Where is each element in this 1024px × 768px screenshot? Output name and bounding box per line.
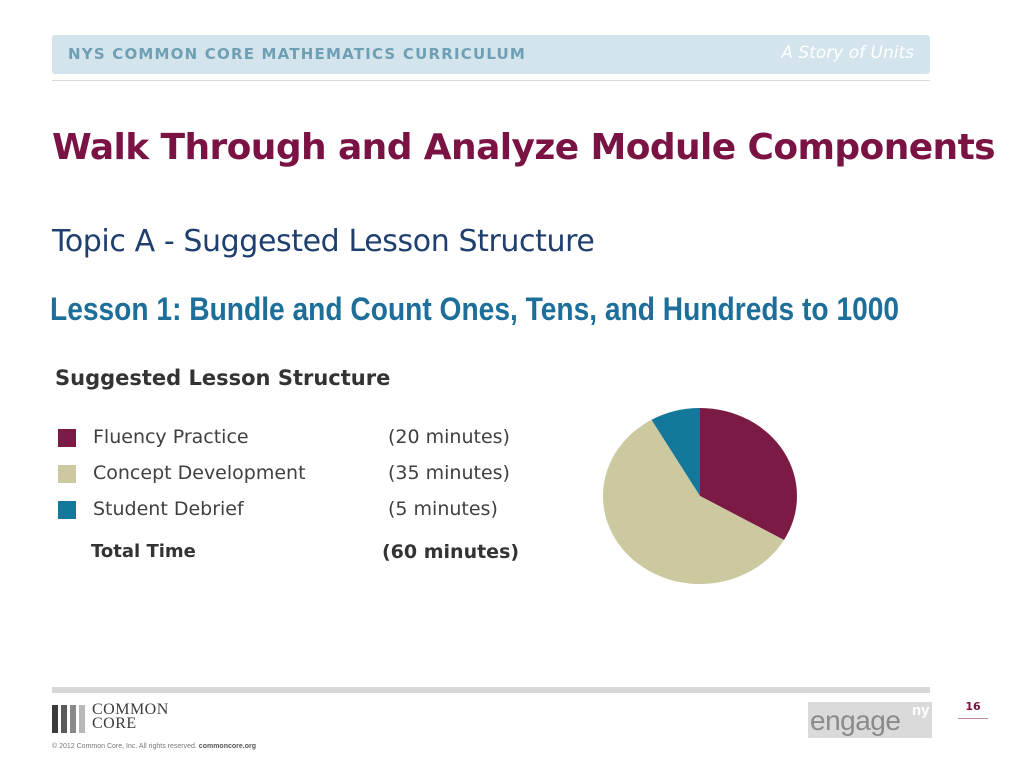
header-bar xyxy=(52,35,930,74)
pie-chart xyxy=(602,406,798,586)
slide-title: Walk Through and Analyze Module Components xyxy=(52,127,996,168)
legend-item-fluency xyxy=(58,426,558,448)
logo-text-line1: COMMON xyxy=(92,701,169,718)
engage-ny-logo xyxy=(808,702,932,738)
legend-swatch xyxy=(58,429,76,447)
story-of-units-label: A Story of Units xyxy=(781,43,914,63)
lesson-title: Lesson 1: Bundle and Count Ones, Tens, and Hundreds to 1000 xyxy=(50,291,900,327)
legend-minutes: (35 minutes) xyxy=(388,462,510,484)
copyright xyxy=(52,743,256,750)
legend-label: Fluency Practice xyxy=(93,426,249,448)
engage-ny-superscript: ny xyxy=(912,702,930,719)
legend-label: Student Debrief xyxy=(93,498,244,520)
total-time-value: (60 minutes) xyxy=(382,541,520,563)
copyright-link[interactable]: commoncore.org xyxy=(198,743,256,750)
copyright-text: © 2012 Common Core, Inc. All rights reserved. xyxy=(52,743,197,750)
total-time-label: Total Time xyxy=(91,541,196,562)
legend-title: Suggested Lesson Structure xyxy=(55,366,391,390)
header-divider xyxy=(52,80,930,81)
legend-item-debrief xyxy=(58,498,558,520)
slide-subtitle: Topic A - Suggested Lesson Structure xyxy=(52,224,595,259)
legend-minutes: (20 minutes) xyxy=(388,426,510,448)
footer-divider xyxy=(52,687,930,693)
legend-item-concept xyxy=(58,462,558,484)
legend-minutes: (5 minutes) xyxy=(388,498,498,520)
curriculum-title: NYS COMMON CORE MATHEMATICS CURRICULUM xyxy=(68,45,527,63)
page-number-underline xyxy=(958,718,988,719)
common-core-logo-text xyxy=(92,703,169,731)
logo-text-line2: CORE xyxy=(92,715,137,732)
legend-swatch xyxy=(58,501,76,519)
engage-text: engage xyxy=(810,705,901,736)
common-core-logo-icon xyxy=(52,705,86,733)
legend-label: Concept Development xyxy=(93,462,306,484)
page-number: 16 xyxy=(965,700,981,713)
legend-swatch xyxy=(58,465,76,483)
